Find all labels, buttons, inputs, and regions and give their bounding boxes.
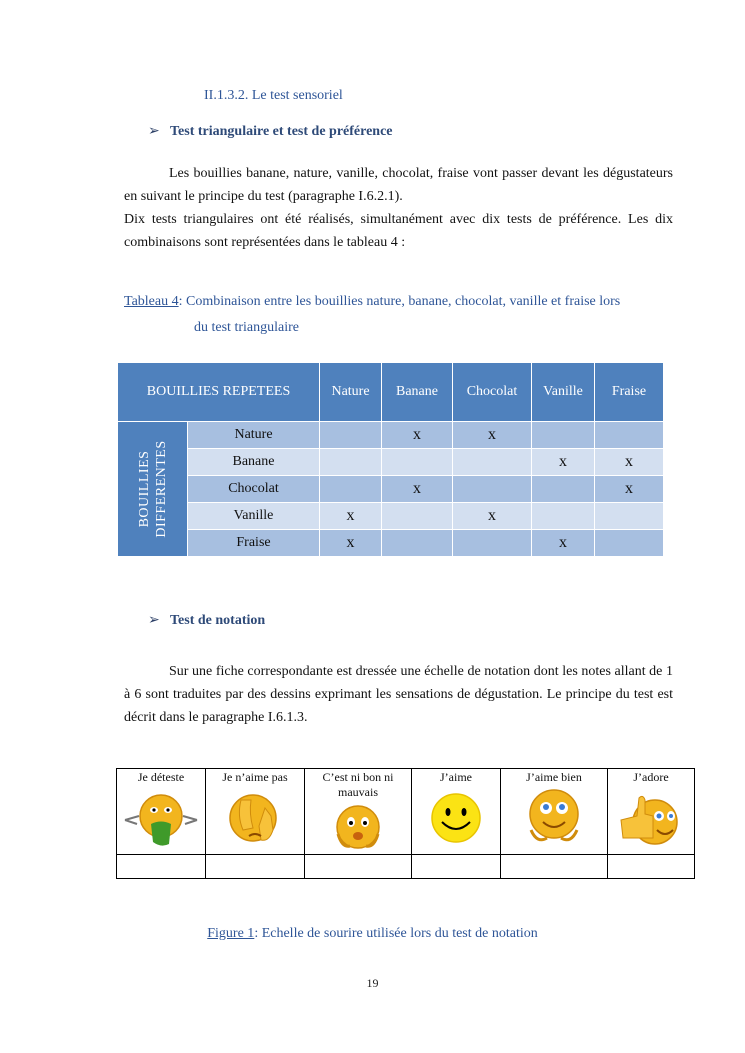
table-cell [320, 476, 382, 503]
disgusted-face-icon [117, 786, 205, 850]
table-cell: x [382, 476, 453, 503]
table-cell: x [320, 530, 382, 557]
table-cell [382, 503, 453, 530]
table-cell [382, 530, 453, 557]
rating-cell [412, 769, 501, 855]
rating-label: Je n’aime pas [222, 770, 288, 784]
rating-score-cell [501, 855, 608, 879]
neutral-face-icon [305, 800, 411, 854]
row-group-header [118, 422, 188, 557]
figure-caption-label: Figure 1 [207, 926, 255, 941]
table-cell [595, 503, 664, 530]
table-caption [124, 289, 620, 341]
paragraph-text: Sur une fiche correspondante est dressée une échelle de notation dont les notes allant de 1 à 6 sont traduites par des dessins exprimant les sensations de dégustation. Le principe du test est décrit dans le paragraphe I.6.1.3. [124, 664, 673, 725]
table-caption-text: du test triangulaire [194, 320, 299, 335]
table-cell [532, 422, 595, 449]
rating-cell [608, 769, 695, 855]
rating-score-cell [412, 855, 501, 879]
combination-table [117, 362, 664, 557]
table-cell [320, 449, 382, 476]
paragraph-text: Les bouillies banane, nature, vanille, chocolat, fraise vont passer devant les dégustateurs en suivant le principe du test (paragraphe I.6.2.1). [124, 166, 673, 204]
table-cell: x [595, 476, 664, 503]
column-header: Fraise [595, 363, 664, 422]
rating-label: J’aime [440, 770, 472, 784]
column-header: Nature [320, 363, 382, 422]
table-cell: x [453, 503, 532, 530]
rating-label: J’adore [633, 770, 669, 784]
bullet-heading-notation [148, 612, 265, 629]
table-cell [595, 422, 664, 449]
table-cell [532, 503, 595, 530]
table-cell [382, 449, 453, 476]
rating-label: C’est ni bon ni mauvais [322, 770, 394, 799]
table-caption-label: Tableau 4 [124, 294, 179, 309]
rating-score-cell [117, 855, 206, 879]
bullet-heading-text: Test de notation [170, 613, 266, 628]
row-label: Fraise [188, 530, 320, 557]
rating-cell [206, 769, 305, 855]
table-cell: x [532, 449, 595, 476]
figure-caption-text: : Echelle de sourire utilisée lors du test de notation [254, 926, 538, 941]
table-cell [453, 449, 532, 476]
rating-score-cell [608, 855, 695, 879]
table-cell: x [320, 503, 382, 530]
paragraph-text: Dix tests triangulaires ont été réalisés, simultanément avec dix tests de préférence. Les dix combinaisons sont représentées dans le tableau 4 : [124, 212, 673, 250]
rating-cell [501, 769, 608, 855]
bullet-heading-text: Test triangulaire et test de préférence [170, 124, 393, 139]
row-group-label: DIFFERENTES [153, 440, 169, 538]
page-number: 19 [366, 976, 379, 990]
row-label: Banane [188, 449, 320, 476]
table-cell: x [532, 530, 595, 557]
arrow-bullet-icon: ➢ [148, 124, 160, 139]
arrow-bullet-icon: ➢ [148, 613, 160, 628]
thumbs-up-face-icon [608, 786, 694, 852]
column-header: Vanille [532, 363, 595, 422]
table-cell: x [453, 422, 532, 449]
paragraph-notation [124, 660, 673, 729]
table-cell: x [382, 422, 453, 449]
table-cell [595, 530, 664, 557]
table-cell: x [595, 449, 664, 476]
happy-face-icon [501, 786, 607, 848]
rating-score-cell [206, 855, 305, 879]
rating-score-cell [305, 855, 412, 879]
rating-scale-table [116, 768, 695, 879]
smiley-face-icon [412, 792, 500, 844]
figure-caption [0, 926, 745, 942]
rating-cell [305, 769, 412, 855]
row-label: Vanille [188, 503, 320, 530]
table-cell [532, 476, 595, 503]
bullet-heading-triangulaire [148, 123, 393, 140]
paragraph-intro [124, 162, 673, 254]
table-cell [320, 422, 382, 449]
rating-cell [117, 769, 206, 855]
table-corner-header: BOUILLIES REPETEES [118, 363, 320, 422]
row-label: Chocolat [188, 476, 320, 503]
table-cell [453, 530, 532, 557]
column-header: Banane [382, 363, 453, 422]
hand-over-face-icon [206, 786, 304, 852]
row-label: Nature [188, 422, 320, 449]
table-caption-text: : Combinaison entre les bouillies nature, banane, chocolat, vanille et fraise lors [178, 294, 621, 309]
column-header: Chocolat [453, 363, 532, 422]
rating-label: Je déteste [137, 770, 185, 784]
section-heading: II.1.3.2. Le test sensoriel [204, 88, 343, 103]
rating-label: J’aime bien [526, 770, 582, 784]
row-group-label: BOUILLIES [136, 450, 152, 528]
table-cell [453, 476, 532, 503]
